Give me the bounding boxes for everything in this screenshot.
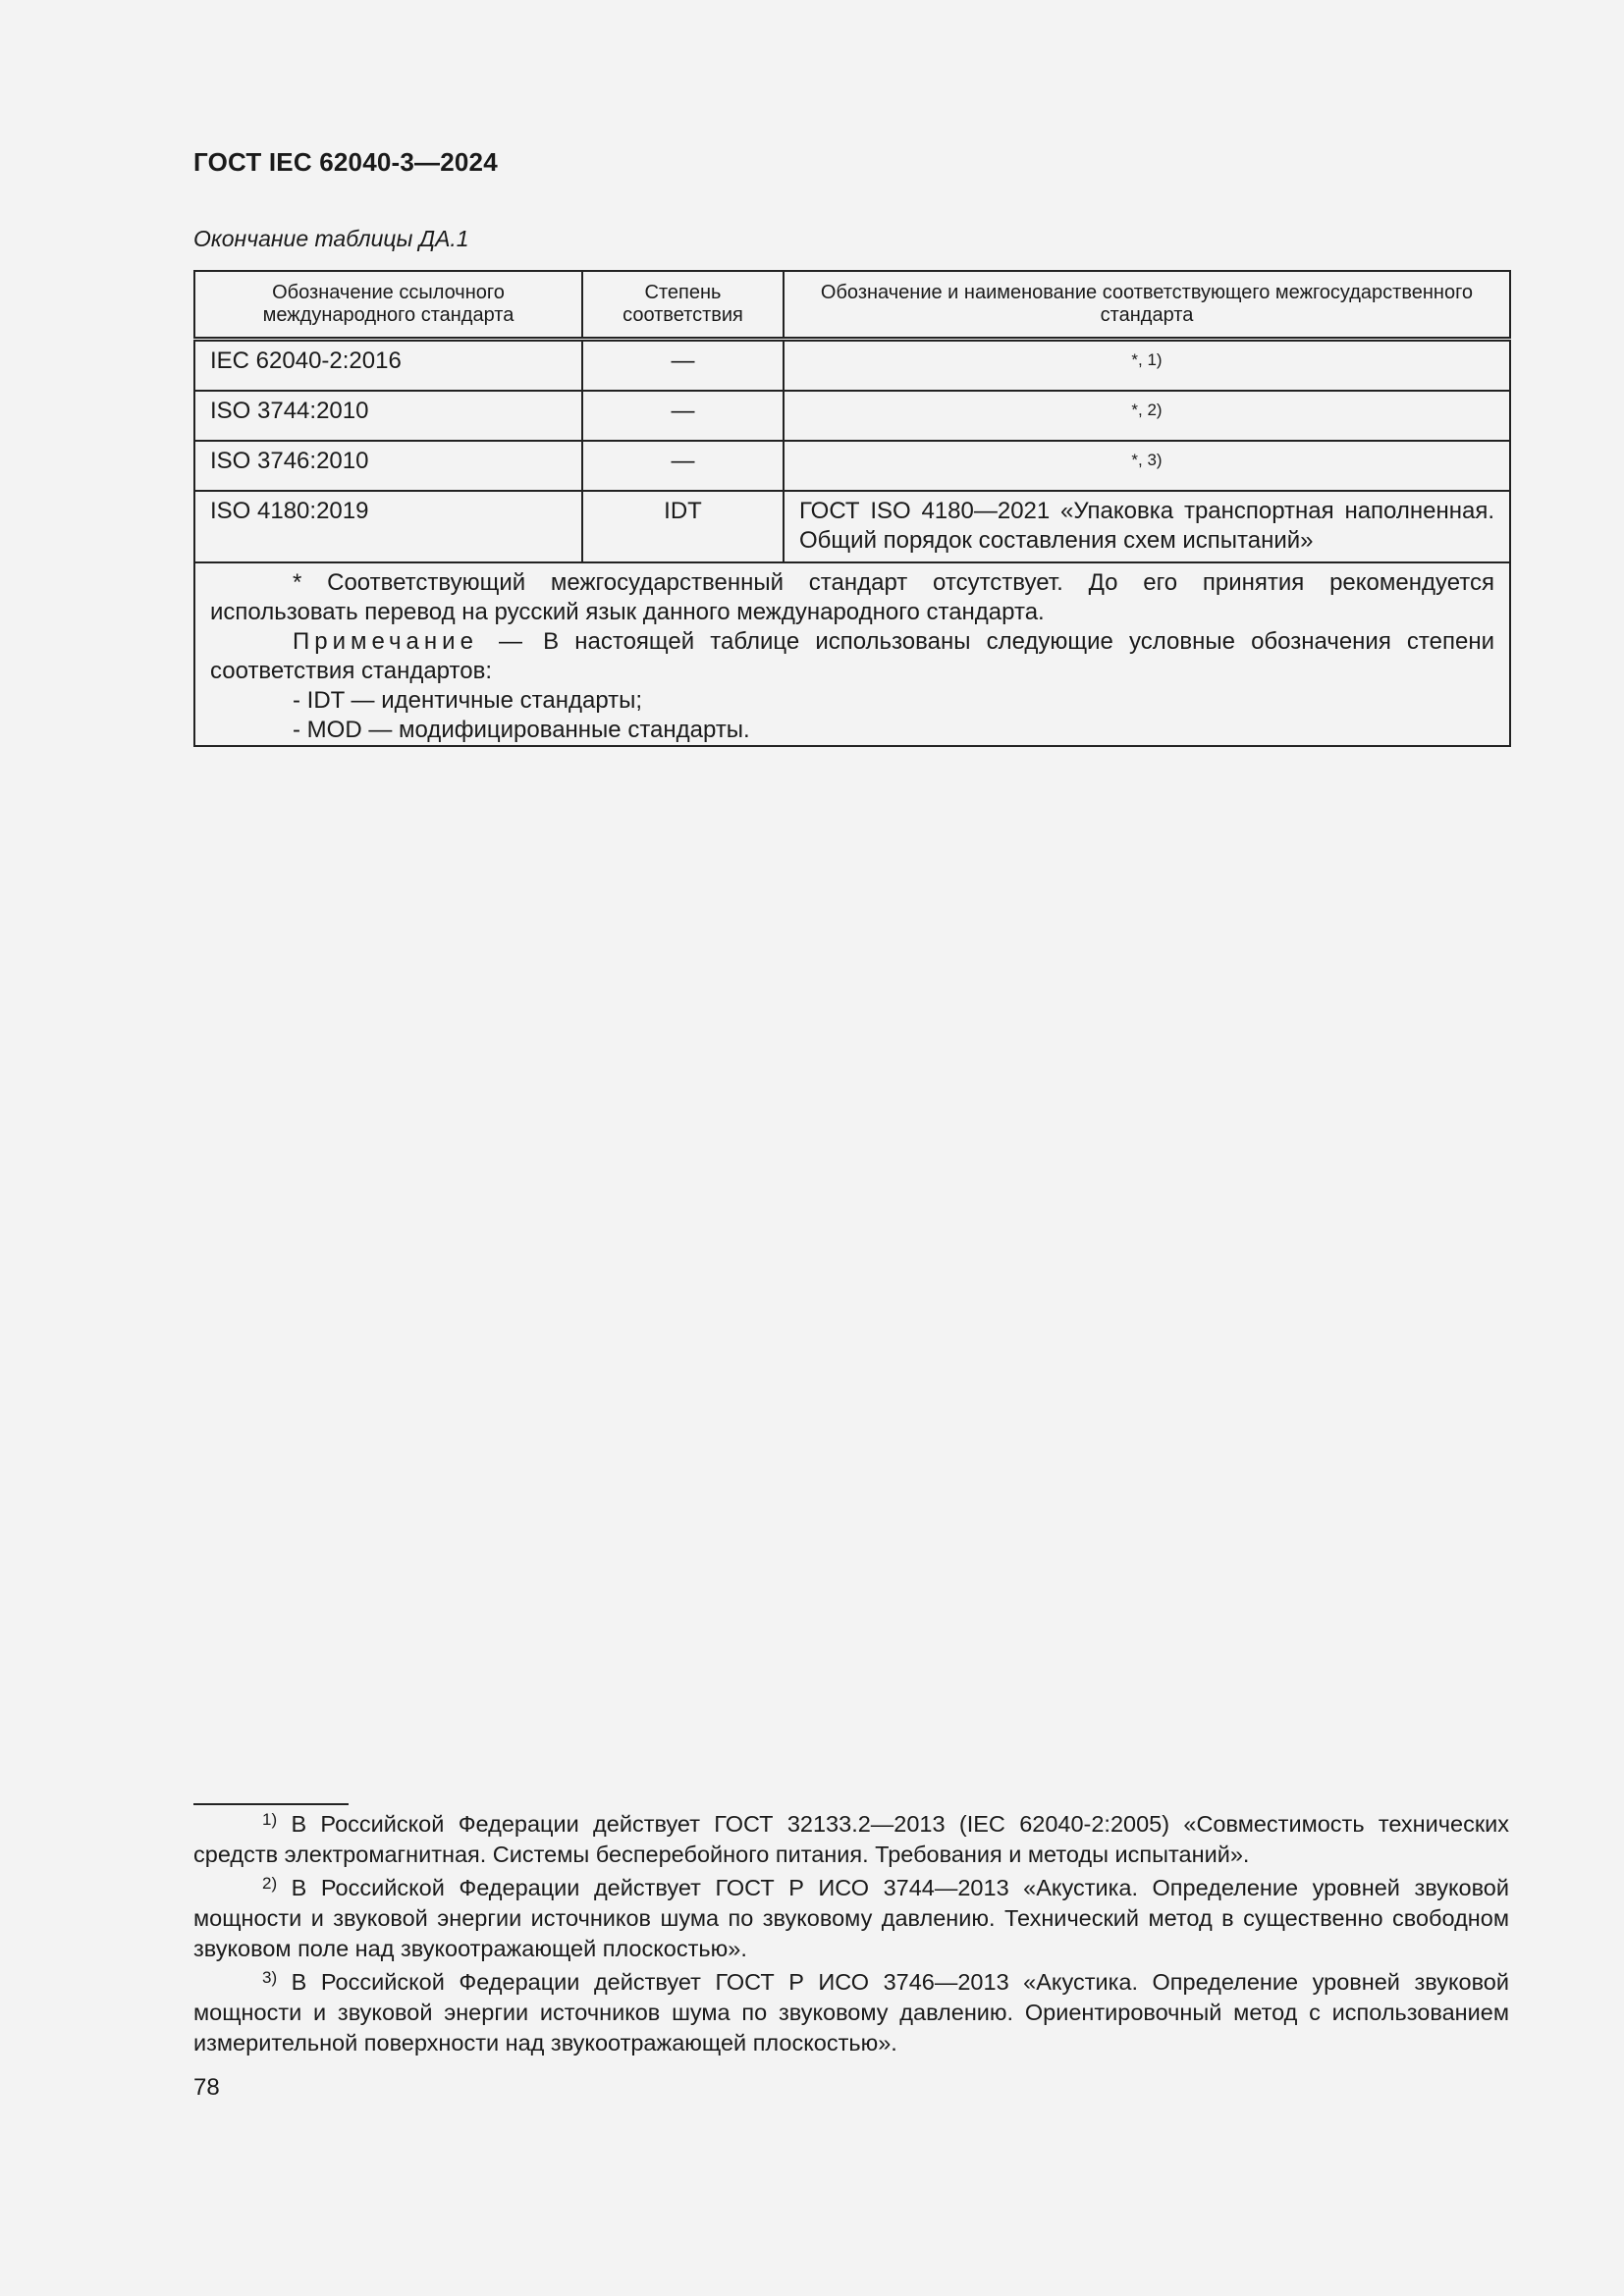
table-caption: Окончание таблицы ДА.1	[193, 226, 469, 251]
footnote-text: В Российской Федерации действует ГОСТ 32133.2—2013 (IEC 62040-2:2005) «Совместимость технических средств электромагнитная. Системы бесперебойного питания. Требования и методы испытаний».	[193, 1811, 1509, 1867]
document-header: ГОСТ IEC 62040-3—2024	[193, 147, 498, 177]
cell-degree: IDT	[582, 491, 784, 562]
column-header-degree: Степень соответствия	[582, 271, 784, 340]
table-row	[194, 441, 1510, 491]
standards-table	[193, 270, 1511, 747]
cell-standard: IEC 62040-2:2016	[194, 340, 582, 392]
column-header-gost: Обозначение и наименование соответствующего межгосударственного стандарта	[784, 271, 1510, 340]
cell-gost: *, 2)	[784, 391, 1510, 441]
table-header-row	[194, 271, 1510, 340]
footnote-divider	[193, 1803, 349, 1805]
footnote-text: В Российской Федерации действует ГОСТ Р ИСО 3744—2013 «Акустика. Определение уровней звуковой мощности и звуковой энергии источников шума по звуковому давлению. Технический метод в существенно свободном звуковом поле над звукоотражающей плоскостью».	[193, 1875, 1509, 1961]
footnote-mark: 3)	[262, 1968, 278, 1987]
cell-degree: —	[582, 441, 784, 491]
note-list-item: - IDT — идентичные стандарты;	[293, 687, 643, 714]
note-list-item: - MOD — модифицированные стандарты.	[293, 717, 750, 743]
footnote-1	[193, 1809, 1509, 1870]
asterisk-note: * Соответствующий межгосударственный стандарт отсутствует. До его принятия рекомендуется использовать перевод на русский язык данного международного стандарта.	[210, 569, 1494, 625]
cell-degree: —	[582, 391, 784, 441]
note-text: В настоящей таблице использованы следующие условные обозначения степени соответствия стандартов:	[210, 628, 1495, 684]
cell-degree: —	[582, 340, 784, 392]
footnote-3	[193, 1967, 1509, 2058]
cell-standard: ISO 3744:2010	[194, 391, 582, 441]
cell-gost: *, 1)	[784, 340, 1510, 392]
note-label: Примечание —	[293, 628, 528, 655]
table-row	[194, 391, 1510, 441]
table-notes-row	[194, 562, 1510, 746]
table-note	[210, 627, 1494, 686]
footnote-2	[193, 1873, 1509, 1964]
page-number: 78	[193, 2074, 220, 2101]
cell-gost: *, 3)	[784, 441, 1510, 491]
footnote-text: В Российской Федерации действует ГОСТ Р ИСО 3746—2013 «Акустика. Определение уровней звуковой мощности и звуковой энергии источников шума по звуковому давлению. Ориентировочный метод с использованием измерительной поверхности над звукоотражающей плоскостью».	[193, 1969, 1509, 2056]
cell-gost: ГОСТ ISO 4180—2021 «Упаковка транспортная наполненная. Общий порядок составления схем испытаний»	[784, 491, 1510, 562]
table-notes	[194, 562, 1510, 746]
cell-standard: ISO 3746:2010	[194, 441, 582, 491]
footnote-mark: 2)	[262, 1874, 278, 1893]
footnotes	[193, 1809, 1509, 2061]
column-header-standard: Обозначение ссылочного международного стандарта	[194, 271, 582, 340]
table-row	[194, 340, 1510, 392]
cell-standard: ISO 4180:2019	[194, 491, 582, 562]
table-row	[194, 491, 1510, 562]
footnote-mark: 1)	[262, 1810, 278, 1829]
